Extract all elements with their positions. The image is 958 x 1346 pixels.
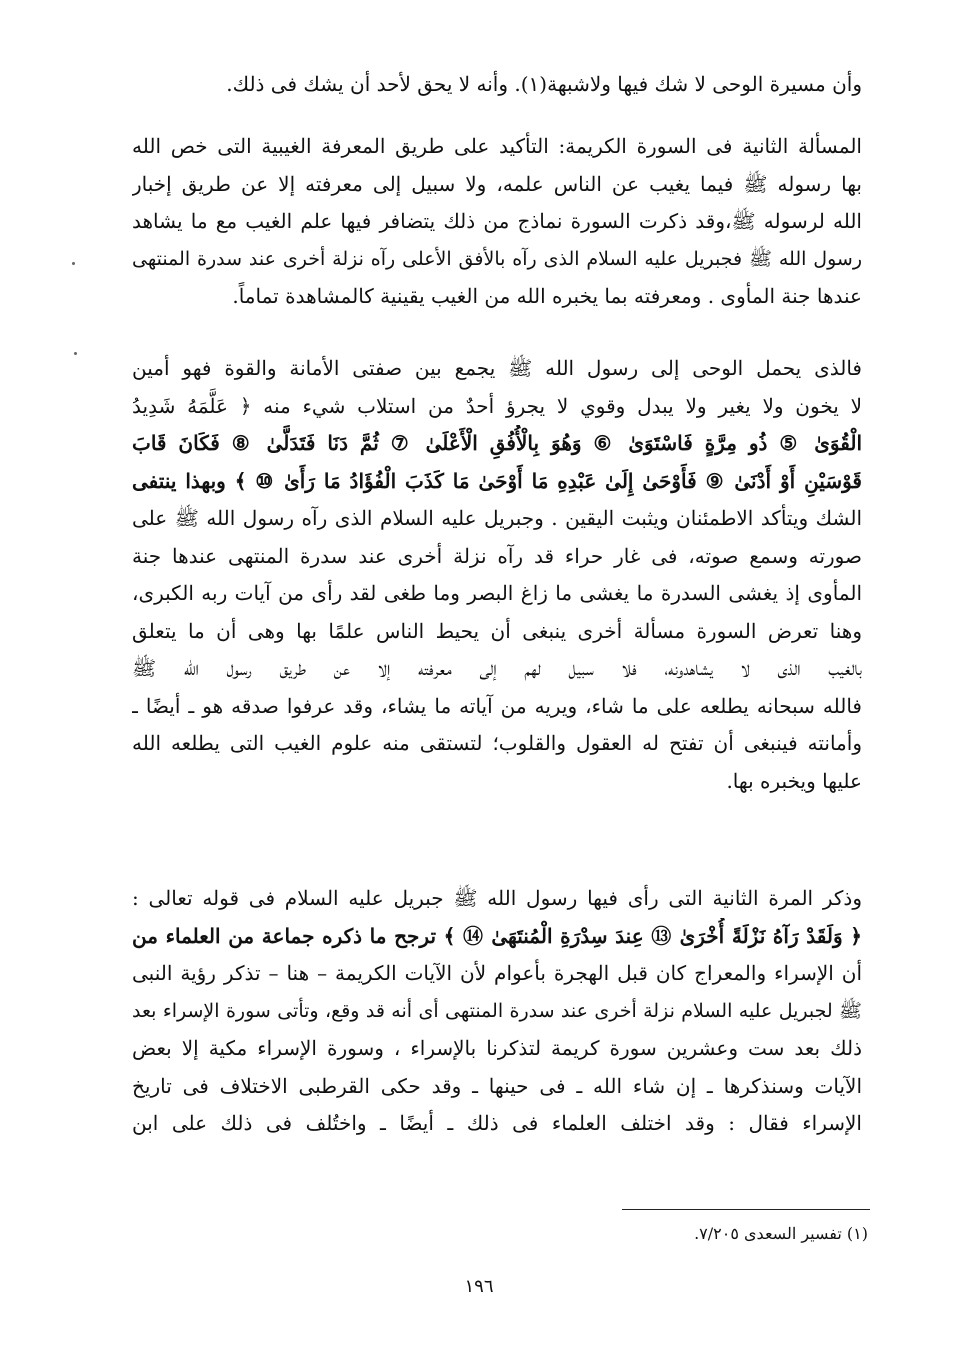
text-line: صورته وسمع صوته، فى غار حراء قد رآه نزلة أخرى عند سدرة المنتهى عندها جنة bbox=[132, 543, 862, 568]
text-line: عندها جنة المأوى . ومعرفته بما يخبره الله من الغيب يقينية كالمشاهدة تماماً. bbox=[232, 284, 862, 308]
text-line: لا يخون ولا يغير ولا يبدل وقوي لا يجرؤ أحدٌ من استلاب شيء منه ﴿ عَلَّمَهُ شَدِيدُ bbox=[132, 393, 862, 418]
footnote-separator bbox=[622, 1209, 870, 1210]
text-line: فالذى يحمل الوحى إلى رسول الله ﷺ يجمع بين صفتى الأمانة والقوة فهو أمين bbox=[132, 356, 862, 380]
scan-speck bbox=[72, 262, 75, 265]
paragraph-2 bbox=[132, 128, 862, 316]
text-line: وذكر المرة الثانية التى رأى فيها رسول الله ﷺ جبريل عليه السلام فى قوله تعالى : bbox=[132, 886, 862, 910]
footnote: (١) تفسير السعدى ٧/٢٠٥. bbox=[694, 1224, 868, 1243]
paragraph-1 bbox=[132, 66, 862, 104]
paragraph-4 bbox=[132, 880, 862, 1143]
text-line: الشك ويتأكد الاطمئنان ويثبت اليقين . وجبريل عليه السلام الذى رآه رسول الله ﷺ على bbox=[132, 506, 862, 530]
quran-verse-line: الْقُوَىٰ ⑤ ذُو مِرَّةٍ فَاسْتَوَىٰ ⑥ وَهُوَ بِالْأُفُقِ الْأَعْلَىٰ ⑦ ثُمَّ دَنَا فَتَدَلَّىٰ ⑧ فَكَانَ قَابَ bbox=[132, 431, 862, 455]
text-line: ذلك بعد ست وعشرين سورة كريمة لتذكرنا بالإسراء ، وسورة الإسراء مكية إلا بعض bbox=[132, 1036, 862, 1060]
text-line: وأمانته فينبغى أن تفتح له العقول والقلوب؛ لتستقى منه علوم الغيب التى يطلعه الله bbox=[132, 731, 862, 755]
text-line: رسول الله ﷺ فجبريل عليه السلام الذى رآه بالأفق الأعلى رآه نزلة أخرى عند سدرة المنتهى bbox=[132, 247, 862, 270]
quran-verse-line: قَوْسَيْنِ أَوْ أَدْنَىٰ ⑨ فَأَوْحَىٰ إِلَىٰ عَبْدِهِ مَا أَوْحَىٰ مَا كَذَبَ الْفُؤَادُ مَا رَأَىٰ ⑩ ﴾ وبهذا ينتفى bbox=[132, 468, 862, 493]
scan-speck bbox=[74, 352, 77, 355]
text-line: المأوى إذ يغشى السدرة ما يغشى ما زاغ البصر وما طغى لقد رأى من آيات ربه الكبرى، bbox=[132, 581, 862, 605]
text-line: عليها ويخبره بها. bbox=[726, 768, 862, 793]
text-line: المسألة الثانية فى السورة الكريمة: التأكيد على طريق المعرفة الغيبية التى خص الله bbox=[132, 134, 862, 158]
text-line: وهنا تعرض السورة مسألة أخرى ينبغى أن يحيط الناس علمًا بها وهى أن ما يتعلق bbox=[132, 618, 862, 643]
text-line: الإسراء فقال : وقد اختلف العلماء فى ذلك ـ أيضًا ـ واختُلف فى ذلك على ابن bbox=[132, 1111, 862, 1135]
text-line: وأن مسيرة الوحى لا شك فيها ولاشبهة(١). وأنه لا يحق لأحد أن يشك فى ذلك. bbox=[226, 72, 862, 96]
text-line: الآيات وسنذكرها ـ إن شاء الله ـ فى حينها ـ وقد حكى القرطبى الاختلاف فى تاريخ bbox=[132, 1073, 862, 1098]
text-line: بالغيب الذى لا يشاهدونه، فلا سبيل لهم إلى معرفته إلا عن طريق رسول الله ﷺ bbox=[132, 656, 862, 680]
text-line: بها رسوله ﷺ فيما يغيب عن الناس علمه، ولا سبيل إلى معرفته إلا عن طريق إخبار bbox=[132, 171, 862, 196]
text-line: ﷺ لجبريل عليه السلام نزلة أخرى عند سدرة المنتهى أى أنه قد وقع، وتأتى سورة الإسراء بعد bbox=[132, 999, 862, 1022]
page-number: ١٩٦ bbox=[464, 1276, 494, 1297]
quran-verse-line: ﴿ وَلَقَدْ رَآهُ نَزْلَةً أُخْرَىٰ ⑬ عِندَ سِدْرَةِ الْمُنتَهَىٰ ⑭ ﴾ ترجح ما ذكره جماعة من العلماء من bbox=[132, 923, 862, 948]
paragraph-3 bbox=[132, 350, 862, 800]
text-line: أن الإسراء والمعراج كان قبل الهجرة بأعوام لأن الآيات الكريمة – هنا – تذكر رؤية النبى bbox=[132, 961, 862, 985]
text-line: فالله سبحانه يطلعه على ما شاء، ويريه من آياته ما يشاء، وقد عرفوا صدقه هو ـ أيضًا ـ bbox=[132, 693, 862, 718]
text-line: الله لرسوله ﷺ،وقد ذكرت السورة نماذج من ذلك يتضافر فيها علم الغيب مع ما يشاهد bbox=[132, 209, 862, 233]
